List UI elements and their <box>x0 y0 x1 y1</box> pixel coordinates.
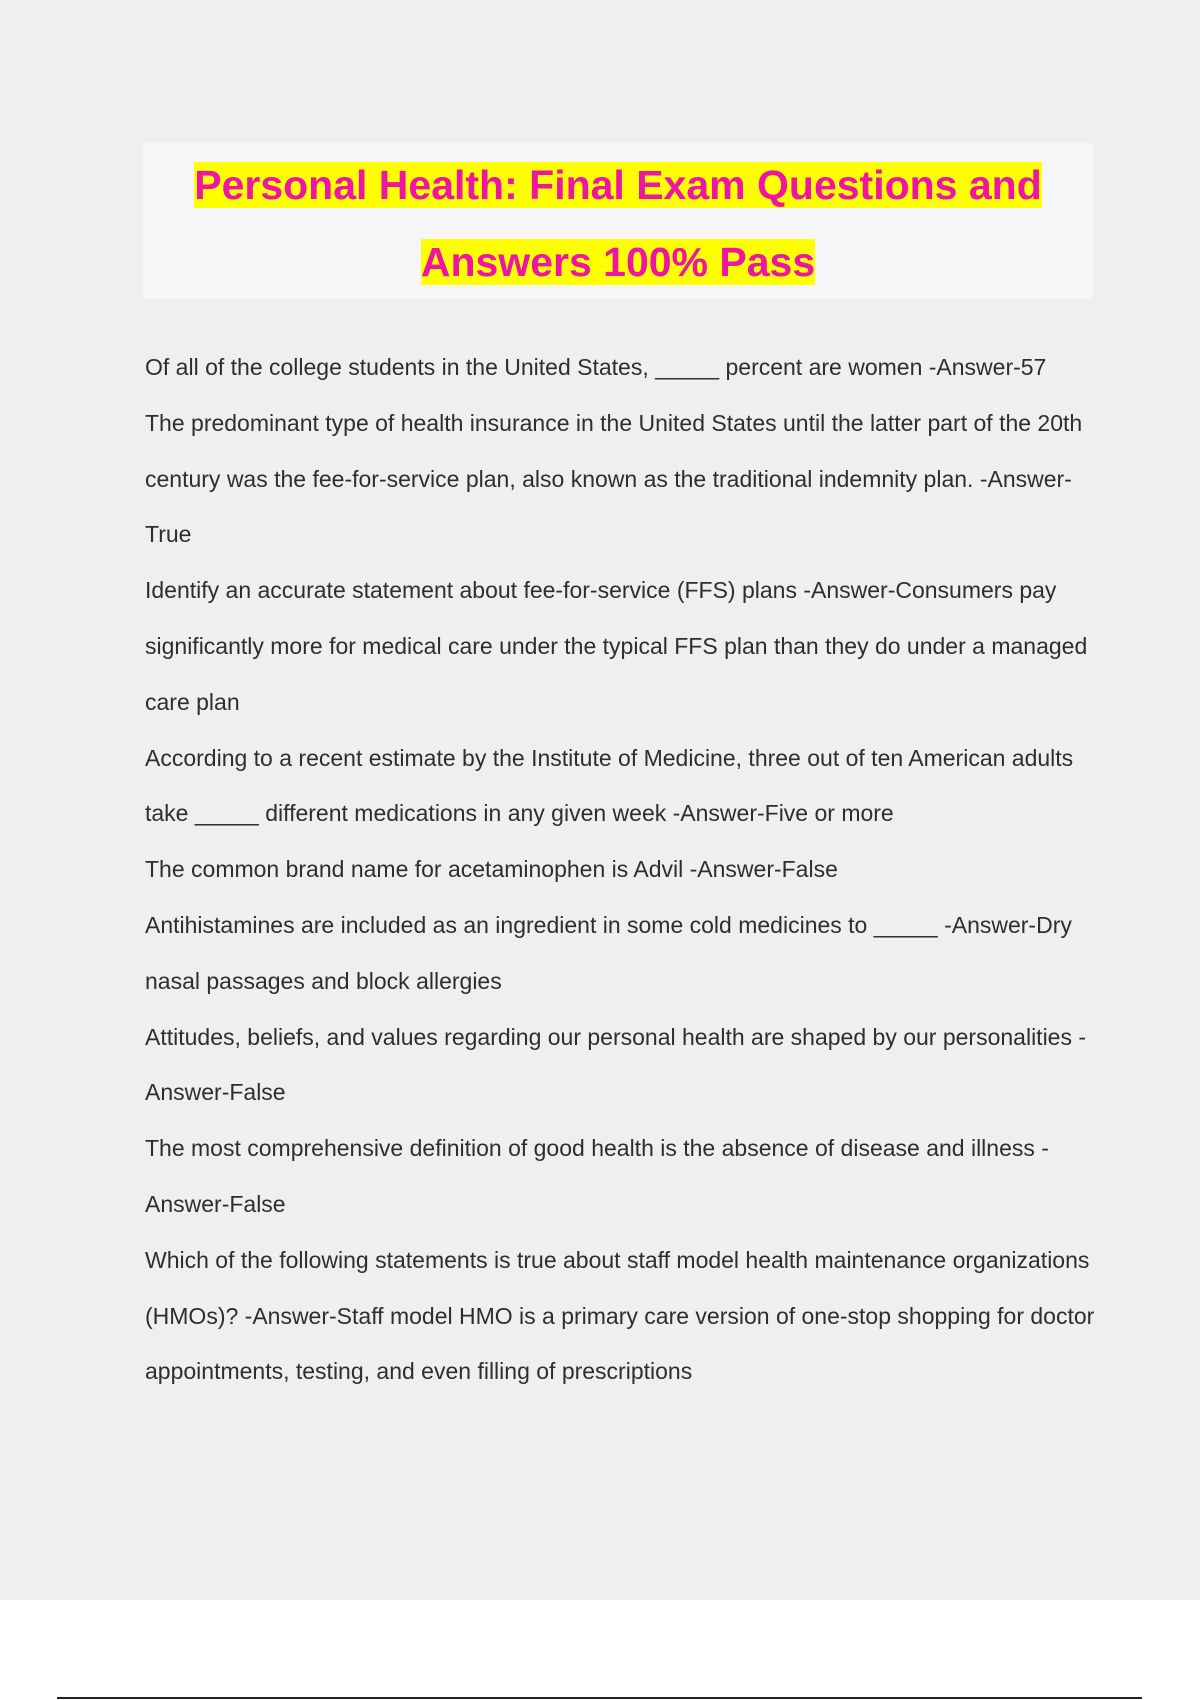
footer-divider <box>57 1697 1142 1699</box>
title-line-2: Answers 100% Pass <box>420 239 816 285</box>
title-line-1: Personal Health: Final Exam Questions and <box>194 162 1042 208</box>
qa-item: According to a recent estimate by the Institute of Medicine, three out of ten American adults take _____ different medications in any given week -Answer-Five or more <box>145 744 1074 827</box>
qa-item: The most comprehensive definition of good health is the absence of disease and illness -Answer-False <box>145 1135 1049 1217</box>
qa-item: The predominant type of health insurance in the United States until the latter part of the 20th century was the fee-for-service plan, also known as the traditional indemnity plan. -Answer-True <box>145 409 1083 548</box>
title-block <box>143 143 1093 299</box>
qa-item: Antihistamines are included as an ingredient in some cold medicines to _____ -Answer-Dry nasal passages and block allergies <box>145 911 1072 994</box>
page-title <box>143 143 1093 301</box>
qa-list <box>145 340 1095 1400</box>
qa-item: Attitudes, beliefs, and values regarding our personal health are shaped by our personalities -Answer-False <box>145 1023 1087 1106</box>
qa-item: Which of the following statements is true about staff model health maintenance organizations (HMOs)? -Answer-Staff model HMO is a primary care version of one-stop shopping for doctor appointments, testing, and even filling of prescriptions <box>145 1246 1095 1385</box>
qa-item: Identify an accurate statement about fee-for-service (FFS) plans -Answer-Consumers pay significantly more for medical care under the typical FFS plan than they do under a managed care plan <box>145 577 1088 715</box>
qa-item: Of all of the college students in the United States, _____ percent are women -Answer-57 <box>145 354 1047 380</box>
qa-item: The common brand name for acetaminophen is Advil -Answer-False <box>145 856 838 883</box>
